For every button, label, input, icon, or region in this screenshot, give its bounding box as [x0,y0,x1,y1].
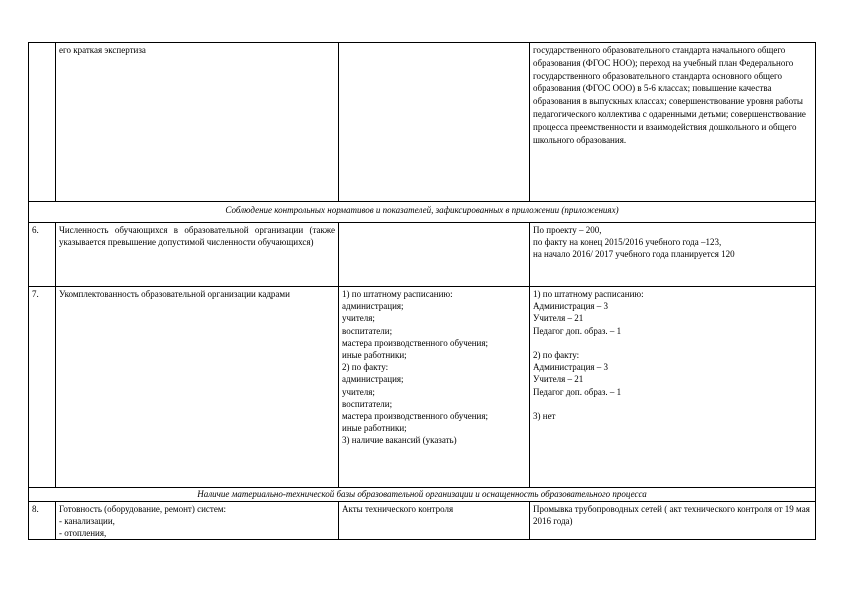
section-heading-row [28,202,816,223]
indicator-cell: Готовность (оборудование, ремонт) систем: - канализации, - отопления, [56,502,339,539]
section-heading: Наличие материально-технической базы образовательной организации и оснащенность образовательного процесса [197,489,647,499]
requirement-cell [339,43,530,201]
indicator-cell: Укомплектованность образовательной организации кадрами [56,287,339,487]
result-cell: 1) по штатному расписанию: Администрация – 3 Учителя – 21 Педагог доп. образ. – 1 2) по факту: Администрация – 3 Учителя – 21 Педагог доп. образ. – 1 3) нет [533,289,644,422]
table-row [28,502,816,540]
inspection-table [28,42,816,540]
row-number-cell [29,43,56,201]
indicator-cell: Численность обучающихся в образовательной организации (также указывается превышение допустимой численности обучающихся) [56,223,339,286]
indicator-cell: его краткая экспертиза [56,43,339,201]
section-heading-row [28,488,816,502]
requirement-cell: Акты технического контроля [339,502,530,539]
result-cell: Промывка трубопроводных сетей ( акт технического контроля от 19 мая 2016 года) [533,504,810,527]
table-row [28,287,816,488]
result-cell: государственного образовательного стандарта начального общего образования (ФГОС НОО); переход на учебный план Федерального государственного образовательного стандарта основного общего образования (ФГОС ООО) в 5-6 классах; повышение качества образования в выпускных классах; совершенствование уровня работы педагогического коллектива с одаренными детьми; совершенствование процесса преемственности и взаимодействия дошкольного и общего школьного образования. [533,45,806,145]
row-number-cell: 6. [29,223,56,286]
table-row [28,223,816,287]
table-row [28,42,816,202]
row-number-cell: 8. [29,502,56,539]
requirement-cell [339,223,530,286]
section-heading: Соблюдение контрольных нормативов и показателей, зафиксированных в приложении (приложениях) [225,205,619,215]
result-cell: По проекту – 200, по факту на конец 2015/2016 учебного года –123, на начало 2016/ 2017 учебного года планируется 120 [533,225,735,260]
row-number-cell: 7. [29,287,56,487]
requirement-cell: 1) по штатному расписанию: администрация; учителя; воспитатели; мастера производственного обучения; иные работники; 2) по факту: администрация; учителя; воспитатели; мастера производственного обучения; иные работники; 3) наличие вакансий (указать) [339,287,530,487]
